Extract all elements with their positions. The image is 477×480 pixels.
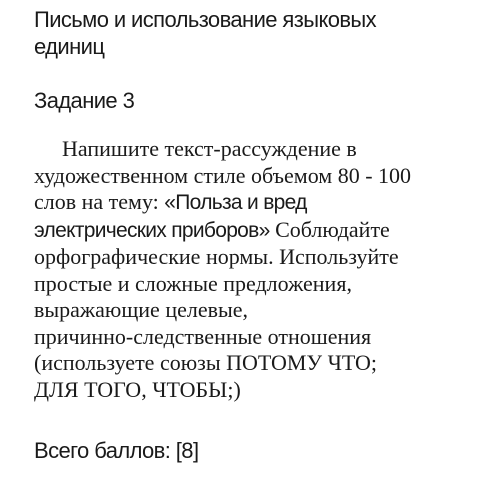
task-text-fragment: орфографические нормы. Используйте — [34, 244, 399, 269]
task-text-line — [34, 244, 464, 271]
task-text-fragment: Соблюдайте — [269, 216, 390, 242]
task-text-fragment: художественном стиле объемом 80 - 100 — [34, 162, 412, 188]
task-text-line — [34, 271, 464, 298]
task-text-fragment: Напишите текст-рассуждение в — [62, 136, 357, 161]
section-title — [34, 6, 434, 60]
task-topic-bold: «Польза и вред — [164, 191, 307, 214]
section-title-line-2: единиц — [34, 34, 105, 59]
task-text-fragment: причинно-следственные отношения — [34, 323, 372, 349]
task-text-fragment: выражающие целевые, — [34, 297, 249, 322]
task-text-fragment: (используете союзы ПОТОМУ ЧТО; — [34, 350, 378, 375]
task-text-line — [34, 136, 464, 163]
task-text-line — [34, 377, 464, 404]
task-text-fragment: слов на тему: — [34, 189, 165, 214]
task-text-fragment: простые и сложные предложения, — [34, 270, 352, 296]
task-text-line — [34, 324, 464, 351]
task-label: Задание 3 — [34, 88, 135, 113]
task-topic-bold: электрических приборов» — [34, 218, 270, 242]
section-title-line-1: Письмо и использование языковых — [34, 7, 377, 32]
task-text-line — [34, 297, 464, 324]
task-text-fragment: ДЛЯ ТОГО, ЧТОБЫ;) — [34, 376, 241, 402]
task-text-line — [34, 189, 464, 217]
task-text-line — [34, 217, 464, 245]
task-text-line — [34, 163, 464, 190]
total-score: Всего баллов: [8] — [34, 438, 199, 463]
task-text-line — [34, 350, 464, 377]
task-text — [34, 136, 464, 403]
